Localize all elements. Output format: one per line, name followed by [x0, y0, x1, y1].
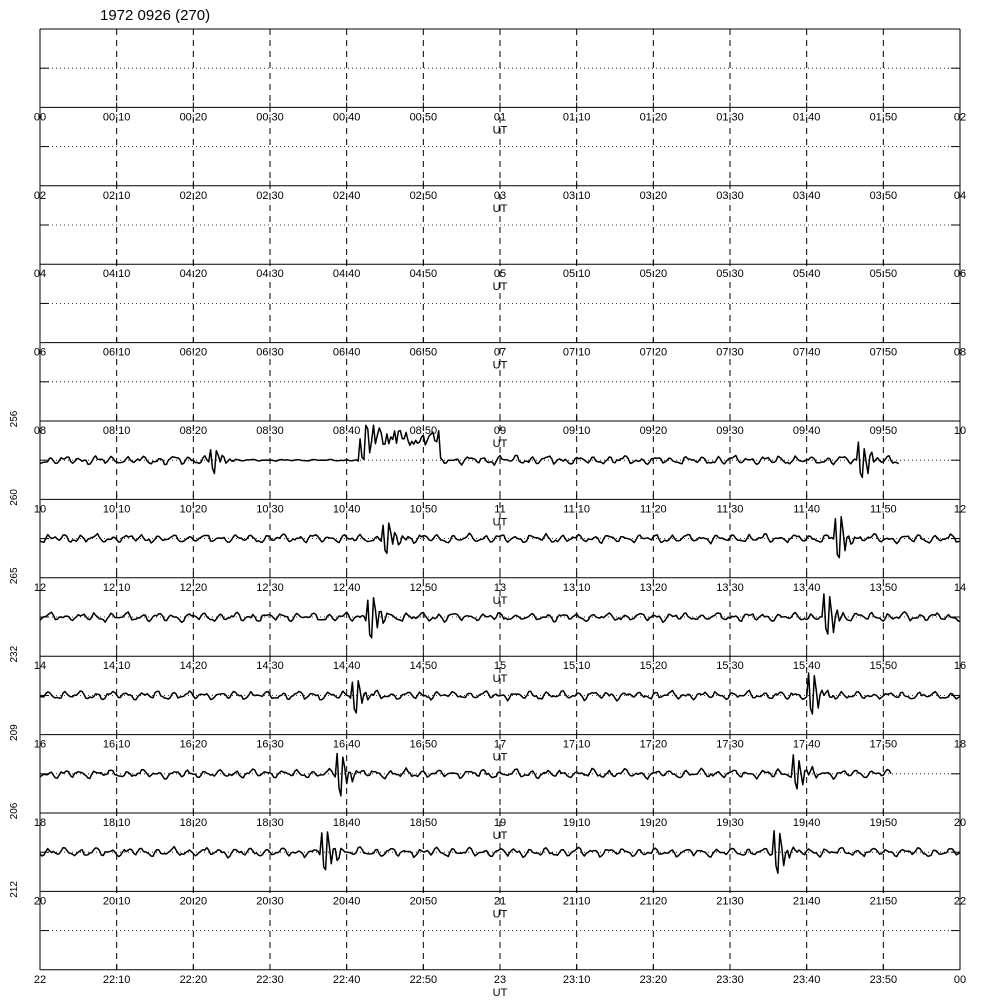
x-tick-label: 06 [953, 268, 967, 281]
ut-axis-label: UT [492, 673, 508, 686]
x-tick-label: 11:10 [563, 503, 591, 516]
x-tick-label: 00:30 [256, 111, 284, 124]
x-tick-label: 09:20 [639, 425, 668, 437]
x-tick-label: 14:50 [409, 660, 438, 673]
x-tick-label: 13:30 [716, 581, 744, 594]
x-tick-label: 20 [953, 817, 967, 829]
x-tick-label: 10:40 [332, 503, 361, 516]
x-tick-label: 05:30 [716, 268, 744, 281]
x-tick-label: 18:20 [179, 817, 208, 829]
x-tick-label: 11:50 [869, 503, 897, 516]
x-tick-label: 21:10 [562, 895, 591, 908]
x-tick-label: 09:10 [562, 425, 591, 437]
x-tick-label: 21:40 [792, 895, 821, 908]
x-tick-label: 19:30 [716, 817, 744, 829]
x-tick-label: 17:20 [639, 738, 668, 751]
x-tick-label: 08:30 [256, 425, 284, 437]
x-tick-label: 13 [493, 581, 507, 594]
x-tick-label: 08:10 [102, 425, 131, 437]
x-tick-label: 23:30 [716, 973, 744, 986]
ut-axis-label: UT [492, 281, 508, 294]
x-tick-label: 08 [953, 346, 967, 359]
x-tick-label: 02:40 [332, 189, 361, 202]
x-tick-label: 21:30 [716, 895, 744, 908]
x-tick-label: 04:40 [332, 268, 361, 281]
ut-axis-label: UT [492, 359, 508, 372]
ut-axis-label: UT [492, 751, 508, 764]
x-tick-label: 02:30 [256, 189, 284, 202]
x-tick-label: 12 [33, 581, 47, 594]
ut-axis-label: UT [492, 908, 508, 921]
x-tick-label: 17:40 [792, 738, 821, 751]
x-tick-label: 22:30 [256, 973, 284, 986]
x-tick-label: 07:20 [639, 346, 668, 359]
x-tick-label: 17:50 [869, 738, 898, 751]
x-tick-label: 05:50 [869, 268, 898, 281]
x-tick-label: 03:50 [869, 189, 898, 202]
x-tick-label: 15:20 [639, 660, 668, 673]
x-tick-label: 03:20 [639, 189, 668, 202]
x-tick-label: 22:10 [102, 973, 131, 986]
x-tick-label: 02:50 [409, 189, 438, 202]
x-tick-label: 15:30 [716, 660, 744, 673]
x-tick-label: 03 [493, 189, 507, 202]
x-tick-label: 08 [33, 425, 47, 437]
x-tick-label: 19:20 [639, 817, 668, 829]
x-tick-label: 05 [493, 268, 507, 281]
x-tick-label: 14:10 [102, 660, 131, 673]
x-tick-label: 11 [494, 503, 506, 516]
x-tick-label: 13:50 [869, 581, 898, 594]
x-tick-label: 16:50 [409, 738, 438, 751]
x-tick-label: 06:10 [102, 346, 131, 359]
x-tick-label: 01 [493, 111, 507, 124]
x-tick-label: 01:50 [869, 111, 898, 124]
x-tick-label: 08:20 [179, 425, 208, 437]
x-tick-label: 04:30 [256, 268, 284, 281]
x-tick-label: 22 [33, 973, 47, 986]
x-tick-label: 07:50 [869, 346, 898, 359]
ut-axis-label: UT [492, 516, 508, 529]
x-tick-label: 19 [493, 817, 507, 829]
x-tick-label: 23:20 [639, 973, 668, 986]
x-tick-label: 00:40 [332, 111, 361, 124]
x-tick-label: 07:10 [562, 346, 591, 359]
row-side-label: 265 [9, 567, 20, 585]
x-tick-label: 07:40 [792, 346, 821, 359]
row-side-label: 212 [9, 881, 20, 898]
x-tick-label: 16 [33, 738, 47, 751]
x-tick-label: 21:20 [639, 895, 668, 908]
x-tick-label: 02:20 [179, 189, 208, 202]
x-tick-label: 12:50 [409, 581, 438, 594]
row-side-label: 232 [9, 645, 20, 663]
x-tick-label: 13:10 [562, 581, 591, 594]
x-tick-label: 03:40 [792, 189, 821, 202]
x-tick-label: 06:50 [409, 346, 438, 359]
x-tick-label: 16:40 [332, 738, 361, 751]
x-tick-label: 04:20 [179, 268, 208, 281]
x-tick-label: 00 [33, 111, 47, 124]
x-tick-label: 04:10 [102, 268, 131, 281]
x-tick-label: 20:20 [179, 895, 208, 908]
x-tick-label: 01:10 [562, 111, 591, 124]
x-tick-label: 07:30 [716, 346, 744, 359]
x-tick-label: 19:50 [869, 817, 898, 829]
x-tick-label: 06:20 [179, 346, 208, 359]
x-tick-label: 18 [33, 817, 47, 829]
x-tick-label: 00:20 [179, 111, 208, 124]
x-tick-label: 04:50 [409, 268, 438, 281]
x-tick-label: 20:30 [256, 895, 284, 908]
x-tick-label: 12:20 [179, 581, 208, 594]
x-tick-label: 07 [493, 346, 507, 359]
x-tick-label: 13:40 [792, 581, 821, 594]
x-tick-label: 08:50 [409, 425, 438, 437]
x-tick-label: 10 [33, 503, 47, 516]
x-tick-label: 14:30 [256, 660, 284, 673]
x-tick-label: 04 [33, 268, 47, 281]
x-tick-label: 21 [493, 895, 507, 908]
x-tick-label: 21:50 [869, 895, 898, 908]
x-tick-label: 01:40 [792, 111, 821, 124]
x-tick-label: 18:30 [256, 817, 284, 829]
x-tick-label: 15 [493, 660, 507, 673]
x-tick-label: 14:20 [179, 660, 208, 673]
x-tick-label: 12:40 [332, 581, 361, 594]
ut-axis-label: UT [492, 202, 508, 215]
x-tick-label: 11:20 [639, 503, 667, 516]
x-tick-label: 09:40 [792, 425, 821, 437]
x-tick-label: 00:10 [102, 111, 131, 124]
x-tick-label: 05:10 [562, 268, 591, 281]
x-tick-label: 23:40 [792, 973, 821, 986]
x-tick-label: 09:50 [869, 425, 898, 437]
ut-axis-label: UT [492, 438, 508, 450]
seismic-trace [40, 751, 891, 796]
x-tick-label: 22 [953, 895, 967, 908]
chart-labels [9, 111, 966, 998]
ut-axis-label: UT [492, 986, 508, 999]
x-tick-label: 02:10 [102, 189, 131, 202]
x-tick-label: 06:40 [332, 346, 361, 359]
chart-title: 1972 0926 (270) [100, 7, 211, 24]
x-tick-label: 10:20 [179, 503, 208, 516]
x-tick-label: 11:40 [793, 503, 821, 516]
x-tick-label: 04 [953, 189, 967, 202]
x-tick-label: 06 [33, 346, 47, 359]
x-tick-label: 01:30 [716, 111, 744, 124]
x-tick-label: 18:10 [102, 817, 131, 829]
x-tick-label: 15:50 [869, 660, 898, 673]
x-tick-label: 05:20 [639, 268, 668, 281]
x-tick-label: 17 [493, 738, 507, 751]
x-tick-label: 02 [953, 111, 967, 124]
x-tick-label: 00:50 [409, 111, 438, 124]
x-tick-label: 16:20 [179, 738, 208, 751]
row-side-label: 209 [9, 724, 20, 741]
x-tick-label: 22:20 [179, 973, 208, 986]
x-tick-label: 05:40 [792, 268, 821, 281]
x-tick-label: 12 [953, 503, 967, 516]
x-tick-label: 15:40 [792, 660, 821, 673]
x-tick-label: 18:40 [332, 817, 361, 829]
x-tick-label: 15:10 [562, 660, 591, 673]
x-tick-label: 18:50 [409, 817, 438, 829]
x-tick-label: 23:10 [562, 973, 591, 986]
x-tick-label: 20:10 [102, 895, 131, 908]
row-side-label: 206 [9, 802, 20, 820]
x-tick-label: 12:10 [102, 581, 131, 594]
x-tick-label: 22:50 [409, 973, 438, 986]
x-tick-label: 16:10 [102, 738, 131, 751]
x-tick-label: 16:30 [256, 738, 284, 751]
x-tick-label: 17:30 [716, 738, 744, 751]
x-tick-label: 18 [953, 738, 967, 751]
x-tick-label: 12:30 [256, 581, 284, 594]
x-tick-label: 20 [33, 895, 47, 908]
row-side-label: 260 [9, 489, 20, 506]
x-tick-label: 23:50 [869, 973, 898, 986]
x-tick-label: 03:10 [562, 189, 591, 202]
x-tick-label: 22:40 [332, 973, 361, 986]
x-tick-label: 14 [33, 660, 47, 673]
x-tick-label: 10 [953, 425, 967, 437]
row-side-label: 256 [9, 410, 20, 428]
x-tick-label: 19:10 [562, 817, 591, 829]
x-tick-label: 09 [493, 425, 507, 437]
x-tick-label: 20:40 [332, 895, 361, 908]
x-tick-label: 14 [953, 581, 967, 594]
ut-axis-label: UT [492, 830, 508, 842]
x-tick-label: 09:30 [716, 425, 744, 437]
ut-axis-label: UT [492, 124, 508, 137]
x-tick-label: 20:50 [409, 895, 438, 908]
x-tick-label: 01:20 [639, 111, 668, 124]
x-tick-label: 08:40 [332, 425, 361, 437]
x-tick-label: 19:40 [792, 817, 821, 829]
x-tick-label: 13:20 [639, 581, 668, 594]
seismic-trace [40, 425, 899, 477]
x-tick-label: 03:30 [716, 189, 744, 202]
x-tick-label: 23 [493, 973, 507, 986]
x-tick-label: 11:30 [716, 503, 744, 516]
x-tick-label: 14:40 [332, 660, 361, 673]
x-tick-label: 02 [33, 189, 47, 202]
x-tick-label: 00 [953, 973, 967, 986]
x-tick-label: 06:30 [256, 346, 284, 359]
x-tick-label: 10:10 [102, 503, 131, 516]
x-tick-label: 10:30 [256, 503, 284, 516]
x-tick-label: 16 [953, 660, 967, 673]
x-tick-label: 10:50 [409, 503, 438, 516]
x-tick-label: 17:10 [562, 738, 591, 751]
ut-axis-label: UT [492, 594, 508, 607]
